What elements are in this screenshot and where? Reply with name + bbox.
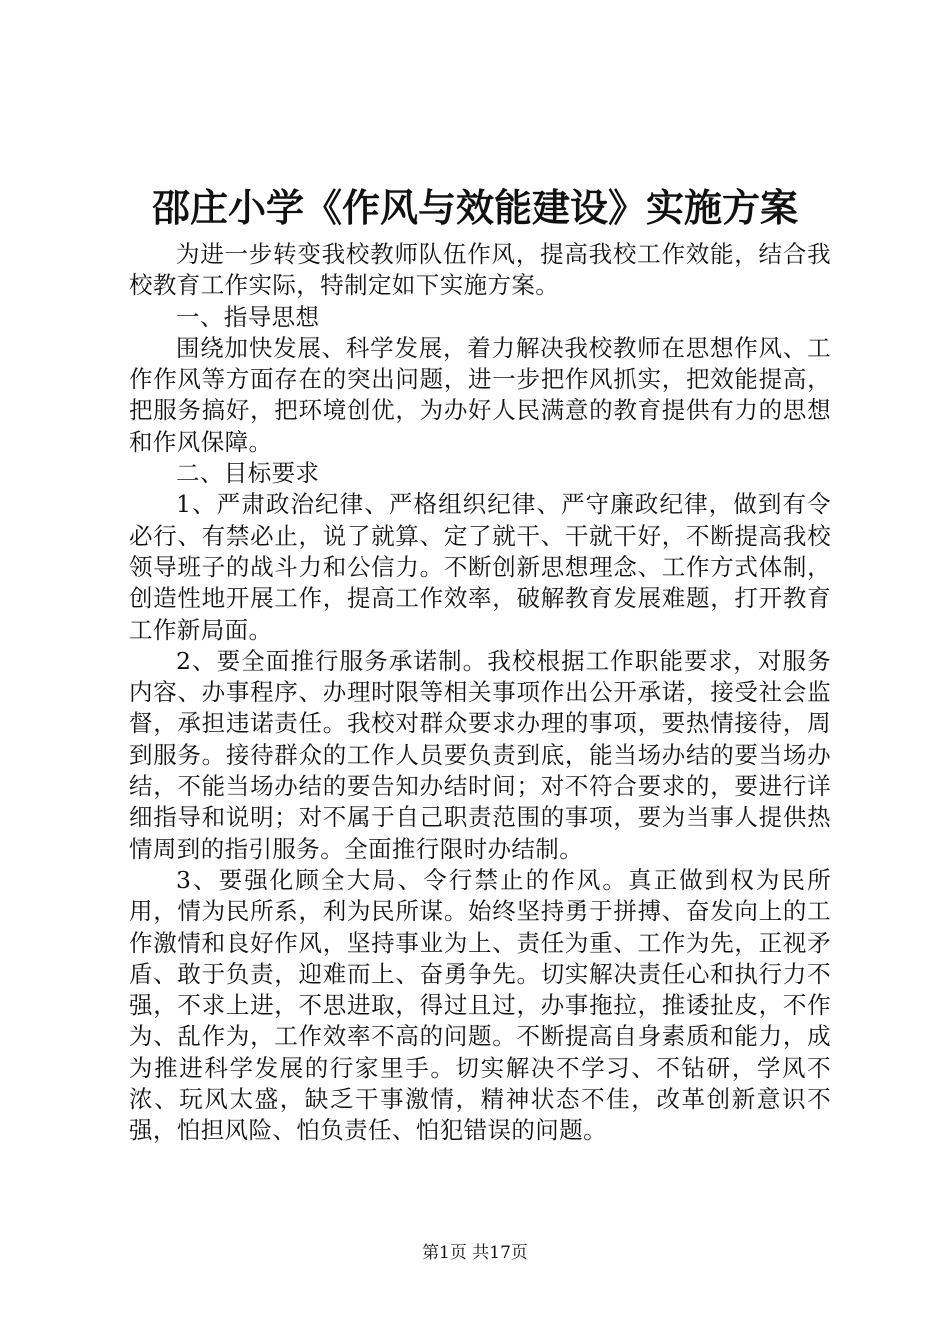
goal-item-1: 1、严肃政治纪律、严格组织纪律、严守廉政纪律，做到有令必行、有禁必止，说了就算、定了就干、干就干好，不断提高我校领导班子的战斗力和公信力。不断创新思想理念、工作方式体制，创造性地开展工作，提高工作效率，破解教育发展难题，打开教育工作新局面。 [129,490,831,644]
goal-item-2: 2、要全面推行服务承诺制。我校根据工作职能要求，对服务内容、办事程序、办理时限等相关事项作出公开承诺，接受社会监督，承担违诺责任。我校对群众要求办理的事项，要热情接待，周到服务。接待群众的工作人员要负责到底，能当场办结的要当场办结，不能当场办结的要告知办结时间；对不符合要求的，要进行详细指导和说明；对不属于自己职责范围的事项，要为当事人提供热情周到的指引服务。全面推行限时办结制。 [129,646,831,863]
page-number: 第1页 [422,1243,467,1263]
section-heading-guiding-ideology: 一、指导思想 [176,302,320,331]
document-title: 邵庄小学《作风与效能建设》实施方案 [151,185,798,230]
page-total: 共17页 [472,1243,528,1263]
intro-paragraph: 为进一步转变我校教师队伍作风，提高我校工作效能，结合我校教育工作实际，特制定如下实施方案。 [129,240,831,300]
page-footer [0,1241,950,1265]
section-heading-goals: 二、目标要求 [176,459,320,488]
guiding-ideology-paragraph: 围绕加快发展、科学发展，着力解决我校教师在思想作风、工作作风等方面存在的突出问题，进一步把作风抓实，把效能提高，把服务搞好，把环境创优，为办好人民满意的教育提供有力的思想和作风保障。 [129,333,831,456]
document-body [129,239,831,1147]
goal-item-3: 3、要强化顾全大局、令行禁止的作风。真正做到权为民所用，情为民所系，利为民所谋。始终坚持勇于拼搏、奋发向上的工作激情和良好作风，坚持事业为上、责任为重、工作为先，正视矛盾、敢于负责，迎难而上、奋勇争先。切实解决责任心和执行力不强，不求上进，不思进取，得过且过，办事拖拉，推诿扯皮，不作为、乱作为，工作效率不高的问题。不断提高自身素质和能力，成为推进科学发展的行家里手。切实解决不学习、不钻研，学风不浓、玩风太盛，缺乏干事激情，精神状态不佳，改革创新意识不强，怕担风险、怕负责任、怕犯错误的问题。 [129,865,831,1145]
